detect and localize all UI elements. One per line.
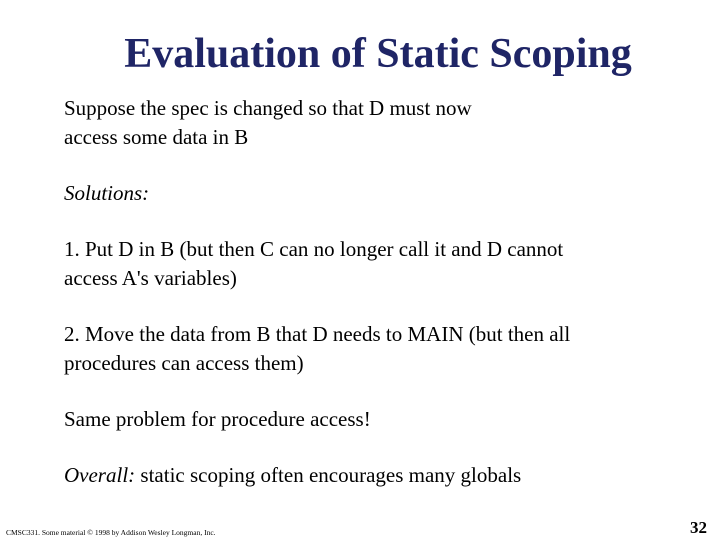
footer-copyright: CMSC331. Some material © 1998 by Addison Wesley Longman, Inc. xyxy=(6,528,216,537)
slide-title: Evaluation of Static Scoping xyxy=(124,31,632,77)
slide-body xyxy=(64,94,704,490)
solution-1-line-1: 1. Put D in B (but then C can no longer call it and D cannot xyxy=(64,237,564,261)
solution-2 xyxy=(64,320,704,378)
solutions-label: Solutions: xyxy=(64,181,150,205)
intro-line-1: Suppose the spec is changed so that D must now xyxy=(64,96,472,120)
intro-paragraph xyxy=(64,94,704,152)
solution-2-line-1: 2. Move the data from B that D needs to MAIN (but then all xyxy=(64,322,571,346)
solution-2-line-2: procedures can access them) xyxy=(64,351,304,375)
page-number: 32 xyxy=(690,518,707,537)
solution-1-line-2: access A's variables) xyxy=(64,266,237,290)
overall-text: static scoping often encourages many globals xyxy=(135,463,522,487)
intro-line-2: access some data in B xyxy=(64,125,249,149)
solution-1 xyxy=(64,235,704,293)
same-problem-note: Same problem for procedure access! xyxy=(64,407,371,431)
overall-paragraph xyxy=(64,461,704,490)
overall-label: Overall: xyxy=(64,463,136,487)
